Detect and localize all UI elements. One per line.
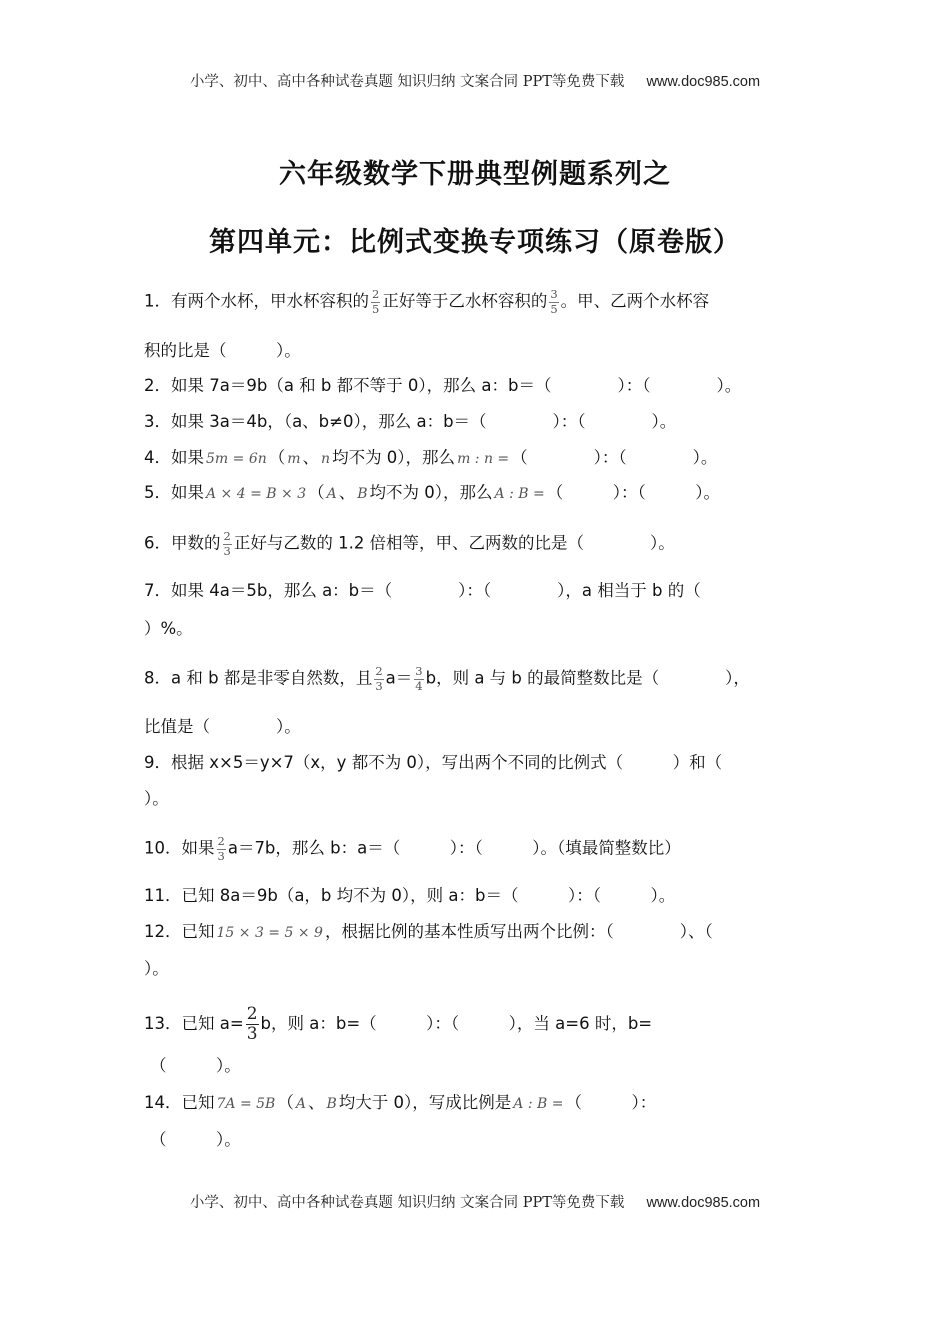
q1-text-a: 1．有两个水杯，甲水杯容积的 bbox=[144, 291, 369, 311]
title-line-2: 第四单元：比例式变换专项练习（原卷版） bbox=[209, 227, 741, 258]
fraction-3-4 bbox=[414, 666, 423, 692]
fraction-2-3 bbox=[223, 531, 232, 557]
q14-text-c: 、 bbox=[307, 1093, 325, 1112]
question-8 bbox=[144, 666, 750, 692]
page-header bbox=[0, 70, 950, 91]
frac-den: 4 bbox=[415, 678, 423, 693]
question-14 bbox=[144, 1092, 656, 1115]
var-n: n bbox=[321, 451, 331, 467]
q4-text-e: （ ）：（ ）。 bbox=[511, 448, 718, 467]
q4-text-d: 均不为 0），那么 bbox=[332, 448, 456, 467]
q10-text-a: 10．如果 bbox=[144, 838, 215, 858]
page-footer bbox=[0, 1191, 950, 1212]
frac-num: 3 bbox=[415, 664, 423, 678]
q8-text-b: a＝ bbox=[385, 668, 413, 688]
formula-m-ratio-n: m : n = bbox=[457, 451, 510, 467]
question-1-cont: 积的比是（ ）。 bbox=[144, 341, 301, 360]
q8-text-a: 8．a 和 b 都是非零自然数，且 bbox=[144, 668, 373, 688]
frac-num: 3 bbox=[550, 287, 558, 301]
header-text: 小学、初中、高中各种试卷真题 知识归纳 文案合同 PPT等免费下载 bbox=[189, 74, 625, 90]
var-b: B bbox=[326, 1096, 337, 1112]
fraction-2-5 bbox=[371, 289, 380, 315]
question-1 bbox=[144, 289, 709, 315]
question-12-cont: ）。 bbox=[144, 959, 169, 978]
q14-text-d: 均大于 0），写成比例是 bbox=[338, 1093, 512, 1112]
frac-num: 2 bbox=[246, 1004, 258, 1024]
q1-text-b: 正好等于乙水杯容积的 bbox=[382, 291, 548, 311]
fraction-2-3 bbox=[217, 836, 226, 862]
q10-text-b: a＝7b，那么 b：a＝（ ）：（ ）。（填最简整数比） bbox=[227, 838, 681, 858]
question-12 bbox=[144, 921, 713, 944]
fraction-2-3 bbox=[246, 1006, 259, 1043]
formula-15x3-5x9: 15 × 3 = 5 × 9 bbox=[216, 925, 323, 941]
q13-text-a: 13．已知 a= bbox=[144, 1014, 244, 1033]
frac-den: 3 bbox=[246, 1024, 258, 1044]
footer-text: 小学、初中、高中各种试卷真题 知识归纳 文案合同 PPT等免费下载 bbox=[189, 1195, 625, 1211]
title-line-1: 六年级数学下册典型例题系列之 bbox=[279, 159, 671, 190]
frac-num: 2 bbox=[375, 664, 383, 678]
question-6 bbox=[144, 531, 675, 557]
question-7: 7．如果 4a＝5b，那么 a：b＝（ ）：（ ），a 相当于 b 的（ bbox=[144, 581, 701, 600]
frac-den: 3 bbox=[217, 848, 225, 863]
formula-a-ratio-b: A : B = bbox=[513, 1096, 564, 1112]
fraction-2-3 bbox=[374, 666, 383, 692]
q12-text-b: ，根据比例的基本性质写出两个比例：（ ）、（ bbox=[324, 922, 713, 941]
question-8-cont: 比值是（ ）。 bbox=[144, 717, 301, 736]
var-a: A bbox=[326, 486, 337, 502]
frac-num: 2 bbox=[217, 834, 225, 848]
q6-text-b: 正好与乙数的 1.2 倍相等，甲、乙两数的比是（ ）。 bbox=[233, 533, 675, 553]
q13-text-b: b，则 a：b=（ ）：（ ），当 a=6 时，b= bbox=[260, 1014, 653, 1033]
question-7-cont: ）%。 bbox=[144, 619, 193, 638]
q6-text-a: 6．甲数的 bbox=[144, 533, 221, 553]
question-13 bbox=[144, 1006, 652, 1043]
question-11: 11．已知 8a＝9b（a，b 均不为 0），则 a：b＝（ ）：（ ）。 bbox=[144, 886, 676, 905]
q14-text-a: 14．已知 bbox=[144, 1093, 215, 1112]
question-3: 3．如果 3a＝4b，（a、b≠0），那么 a：b＝（ ）：（ ）。 bbox=[144, 412, 677, 431]
question-2: 2．如果 7a＝9b（a 和 b 都不等于 0），那么 a：b＝（ ）：（ ）。 bbox=[144, 376, 742, 395]
q8-text-c: b，则 a 与 b 的最简整数比是（ ）， bbox=[425, 668, 750, 688]
q14-text-b: （ bbox=[277, 1093, 294, 1112]
frac-num: 2 bbox=[372, 287, 380, 301]
q4-text-a: 4．如果 bbox=[144, 448, 204, 467]
q5-text-e: （ ）：（ ）。 bbox=[546, 483, 720, 502]
q4-text-b: （ bbox=[268, 448, 286, 467]
frac-den: 5 bbox=[550, 301, 558, 316]
frac-den: 5 bbox=[372, 301, 380, 316]
question-13-cont: （ ）。 bbox=[150, 1056, 241, 1075]
q12-text-a: 12．已知 bbox=[144, 922, 215, 941]
header-site: www.doc985.com bbox=[646, 74, 761, 90]
question-14-cont: （ ）。 bbox=[150, 1130, 241, 1149]
formula-a-ratio-b: A : B = bbox=[494, 486, 545, 502]
question-9: 9．根据 x×5＝y×7（x，y 都不为 0），写出两个不同的比例式（ ）和（ bbox=[144, 753, 723, 772]
question-5 bbox=[144, 482, 720, 505]
q14-text-e: （ ）： bbox=[565, 1093, 657, 1112]
frac-den: 3 bbox=[375, 678, 383, 693]
formula-5m-6n: 5m = 6n bbox=[206, 451, 267, 467]
question-4 bbox=[144, 447, 717, 470]
formula-7a-5b: 7A = 5B bbox=[216, 1096, 276, 1112]
frac-den: 3 bbox=[223, 543, 231, 558]
question-9-cont: ）。 bbox=[144, 789, 169, 808]
q5-text-c: 、 bbox=[338, 483, 356, 502]
footer-site: www.doc985.com bbox=[646, 1195, 761, 1211]
q4-text-c: 、 bbox=[302, 448, 320, 467]
q1-text-c: 。甲、乙两个水杯容 bbox=[560, 291, 710, 311]
var-m: m bbox=[287, 451, 301, 467]
var-b: B bbox=[357, 486, 368, 502]
formula-a4-b3: A × 4 = B × 3 bbox=[206, 486, 307, 502]
q5-text-a: 5．如果 bbox=[144, 483, 204, 502]
frac-num: 2 bbox=[223, 529, 231, 543]
question-10 bbox=[144, 836, 681, 862]
var-a: A bbox=[295, 1096, 306, 1112]
q5-text-d: 均不为 0），那么 bbox=[369, 483, 493, 502]
q5-text-b: （ bbox=[308, 483, 325, 502]
fraction-3-5 bbox=[549, 289, 558, 315]
